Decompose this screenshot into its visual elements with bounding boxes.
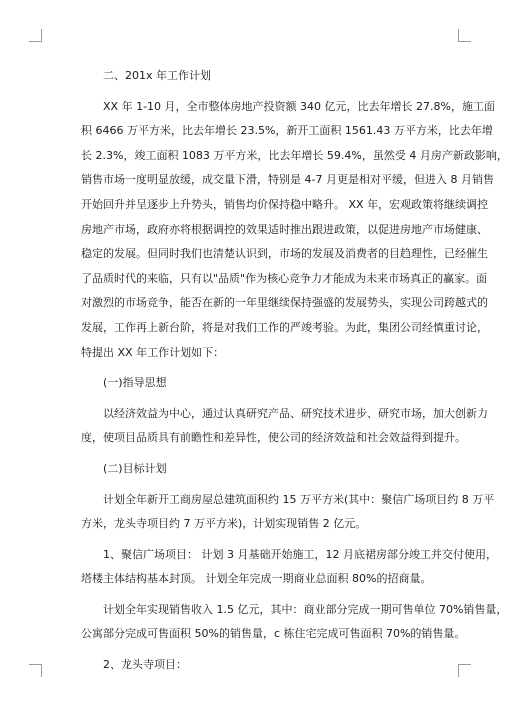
- paragraph-line: 计划全年实现销售收入 1.5 亿元，其中：商业部分完成一期可售单位 70%销售量，: [103, 602, 508, 616]
- paragraph-line: XX 年 1-10 月，全市整体房地产投资额 340 亿元，比去年增长 27.8%，施工面: [103, 99, 495, 113]
- list-item-juxin-plaza: [81, 543, 497, 592]
- subsection-title-target-plan: (二)目标计划: [103, 461, 167, 475]
- subsection-title-guiding-ideology: (一)指导思想: [103, 376, 167, 390]
- paragraph-line: 长 2.3%，竣工面积 1083 万平方米，比去年增长 59.4%，虽然受 4 月房产新政影响，: [81, 148, 508, 162]
- paragraph-line: 方米，龙头寺项目约 7 万平方米)，计划实现销售 2 亿元。: [81, 517, 367, 531]
- paragraph-market-overview: [81, 95, 508, 366]
- paragraph-line: 了品质时代的来临，只有以"品质"作为核心竞争力才能成为未来市场真正的赢家。面: [81, 271, 488, 285]
- crop-mark-top-left: [29, 29, 42, 42]
- paragraph-line: 房地产市场，政府亦将根据调控的效果适时推出跟进政策，以促进房地产市场健康、: [81, 222, 488, 236]
- paragraph-line: 公寓部分完成可售面积 50%的销售量，c 栋住宅完成可售面积 70%的销售量。: [81, 627, 466, 641]
- paragraph-line: 积 6466 万平方米，比去年增长 23.5%，新开工面积 1561.43 万平方米，比去年增: [81, 124, 493, 138]
- paragraph-target-plan: [81, 488, 495, 537]
- paragraph-line: 特提出 XX 年工作计划如下：: [81, 345, 225, 359]
- paragraph-sales-target: [81, 598, 508, 647]
- list-item-longtousi: 2、龙头寺项目：: [103, 658, 187, 672]
- paragraph-line: 度，使项目品质具有前瞻性和差异性，使公司的经济效益和社会效益得到提升。: [81, 431, 466, 445]
- paragraph-line: 对激烈的市场竞争，能否在新的一年里继续保持强盛的发展势头，实现公司跨越式的: [81, 296, 488, 310]
- crop-mark-top-right: [458, 29, 471, 42]
- document-body: [81, 64, 508, 678]
- paragraph-line: 以经济效益为中心，通过认真研究产品、研究技术进步、研究市场，加大创新力: [103, 406, 488, 420]
- section-heading: 二、201x 年工作计划: [103, 69, 212, 82]
- crop-mark-bottom-right: [458, 664, 471, 677]
- paragraph-line: 开始回升并呈逐步上升势头，销售均价保持稳中略升。 XX 年，宏观政策将继续调控: [81, 197, 489, 211]
- paragraph-line: 发展，工作再上新台阶，将是对我们工作的严竣考验。为此，集团公司经慎重讨论，: [81, 320, 488, 334]
- paragraph-line: 计划全年新开工商房屋总建筑面积约 15 万平方米(其中：聚信广场项目约 8 万平: [103, 492, 495, 506]
- paragraph-line: 1、聚信广场项目： 计划 3 月基础开始施工，12 月底裙房部分竣工并交付使用，: [103, 547, 497, 561]
- crop-mark-bottom-left: [29, 664, 42, 677]
- paragraph-line: 稳定的发展。但同时我们也清楚认识到，市场的发展及消费者的目趋理性，已经催生: [81, 247, 488, 261]
- paragraph-line: 销售市场一度明显放缓，成交量下滑，特别是 4-7 月更是相对平缓，但进入 8 月销售: [81, 173, 494, 187]
- paragraph-guiding-ideology: [81, 402, 488, 451]
- paragraph-line: 塔楼主体结构基本封顶。 计划全年完成一期商业总面积 80%的招商量。: [81, 572, 432, 586]
